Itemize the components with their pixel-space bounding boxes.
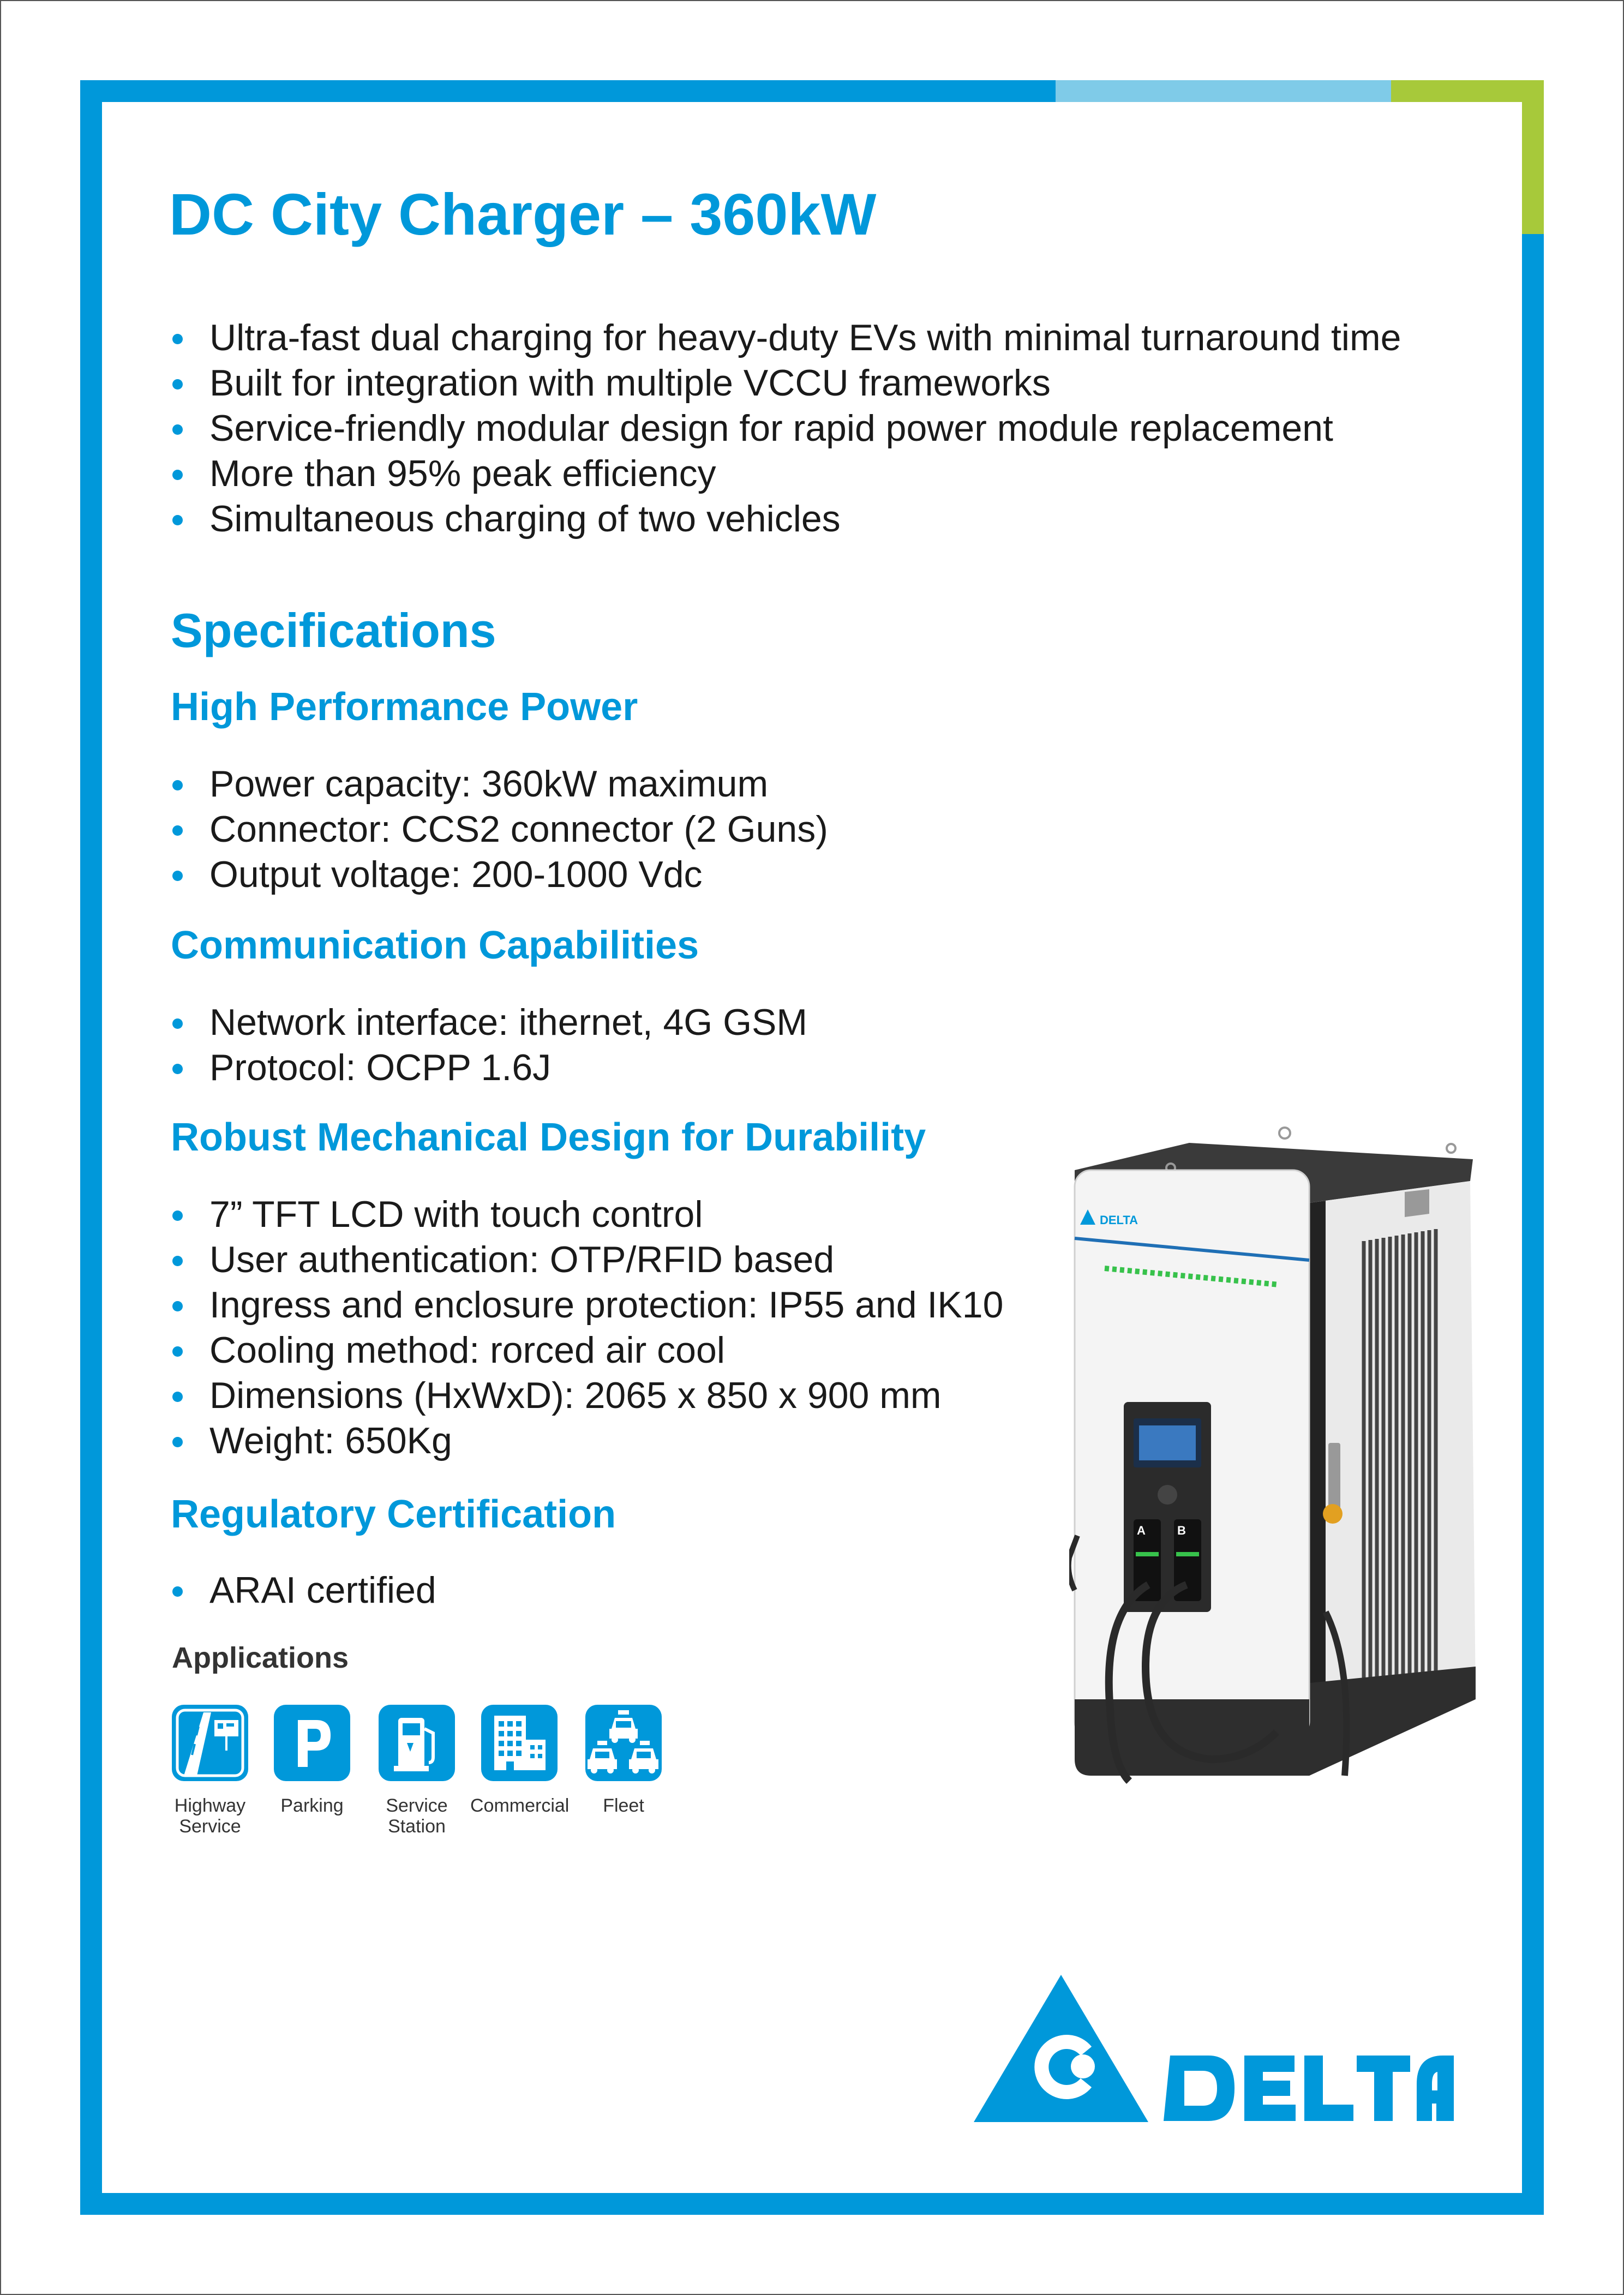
frame-accent-green [1391, 80, 1544, 102]
regulatory-spec-list [169, 1568, 436, 1613]
power-heading: High Performance Power [171, 685, 638, 729]
application-label: Parking [280, 1795, 344, 1816]
spec-item: 7” TFT LCD with touch control [169, 1192, 1003, 1237]
product-brand-text: DELTA [1100, 1213, 1138, 1227]
socket-a-label: A [1137, 1524, 1146, 1537]
delta-logo [974, 1975, 1465, 2128]
application-label: Highway [174, 1795, 246, 1816]
feature-item: Service-friendly modular design for rapid power module replacement [169, 406, 1401, 451]
regulatory-heading: Regulatory Certification [171, 1493, 616, 1536]
charger-product-image [1069, 1121, 1484, 1797]
page-title: DC City Charger – 360kW [169, 181, 877, 247]
fuel-station-icon [379, 1705, 455, 1781]
spec-item: Connector: CCS2 connector (2 Guns) [169, 807, 828, 852]
spec-item: Protocol: OCPP 1.6J [169, 1045, 807, 1090]
applications-heading: Applications [172, 1641, 349, 1674]
communication-spec-list [169, 1000, 807, 1090]
parking-icon [274, 1705, 350, 1781]
spec-item: Output voltage: 200-1000 Vdc [169, 852, 828, 897]
frame-accent-green-side [1522, 80, 1544, 234]
frame-accent-light-blue [1056, 80, 1391, 102]
mechanical-heading: Robust Mechanical Design for Durability [171, 1116, 926, 1159]
application-label: Station [388, 1816, 446, 1837]
spec-item: Weight: 650Kg [169, 1418, 1003, 1464]
application-parking [263, 1705, 361, 1816]
application-label: Service [179, 1816, 241, 1837]
taxi-fleet-icon [585, 1705, 662, 1781]
application-service-station [368, 1705, 466, 1837]
spec-item: Dimensions (HxWxD): 2065 x 850 x 900 mm [169, 1373, 1003, 1418]
application-highway-service [161, 1705, 259, 1837]
feature-list [169, 315, 1401, 542]
spec-item: Power capacity: 360kW maximum [169, 762, 828, 807]
spec-item: ARAI certified [169, 1568, 436, 1613]
highway-icon [172, 1705, 248, 1781]
building-icon [481, 1705, 558, 1781]
spec-item: Ingress and enclosure protection: IP55 and IK10 [169, 1283, 1003, 1328]
feature-item: Simultaneous charging of two vehicles [169, 496, 1401, 542]
application-label: Fleet [603, 1795, 644, 1816]
application-fleet [574, 1705, 673, 1816]
feature-item: Ultra-fast dual charging for heavy-duty EVs with minimal turnaround time [169, 315, 1401, 361]
application-label: Commercial [470, 1795, 570, 1816]
spec-item: User authentication: OTP/RFID based [169, 1237, 1003, 1283]
spec-item: Cooling method: rorced air cool [169, 1328, 1003, 1373]
specifications-heading: Specifications [171, 603, 496, 657]
application-label: Service [386, 1795, 448, 1816]
socket-b-label: B [1177, 1524, 1186, 1537]
communication-heading: Communication Capabilities [171, 924, 699, 967]
spec-item: Network interface: ithernet, 4G GSM [169, 1000, 807, 1045]
mechanical-spec-list [169, 1192, 1003, 1464]
feature-item: More than 95% peak efficiency [169, 451, 1401, 496]
application-commercial [470, 1705, 568, 1816]
power-spec-list [169, 762, 828, 897]
feature-item: Built for integration with multiple VCCU frameworks [169, 361, 1401, 406]
